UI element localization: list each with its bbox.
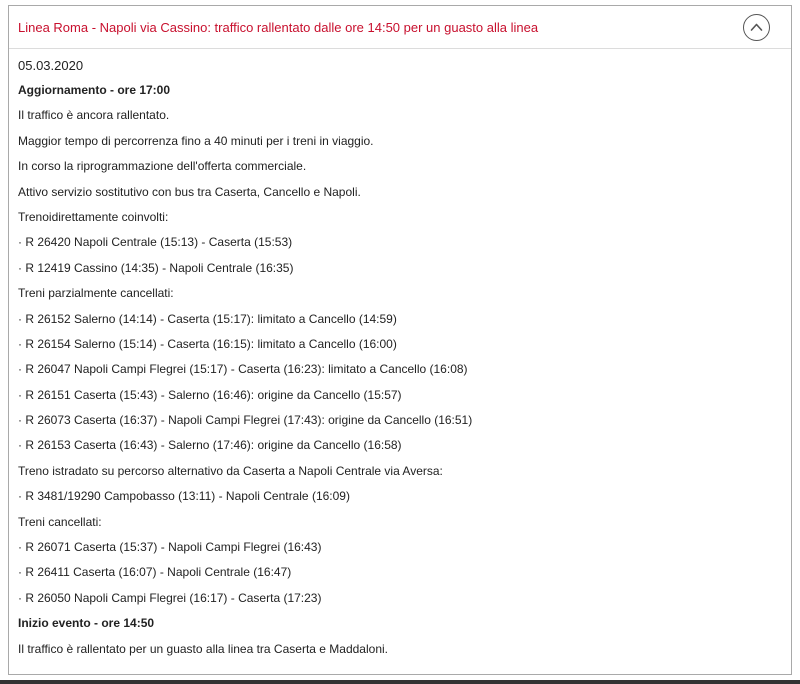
text-line: Treni cancellati: bbox=[18, 514, 102, 529]
collapse-button[interactable] bbox=[743, 14, 770, 41]
text-line: Trenoidirettamente coinvolti: bbox=[18, 209, 169, 224]
text-line: · R 12419 Cassino (14:35) - Napoli Centrale (16:35) bbox=[18, 260, 294, 275]
text-line: Il traffico è ancora rallentato. bbox=[18, 108, 170, 123]
update-date: 05.03.2020 bbox=[18, 58, 84, 73]
text-line: · R 3481/19290 Campobasso (13:11) - Napoli Centrale (16:09) bbox=[18, 489, 350, 504]
text-line: Maggior tempo di percorrenza fino a 40 minuti per i treni in viaggio. bbox=[18, 133, 374, 148]
update-lines bbox=[18, 78, 781, 662]
text-line: · R 26073 Caserta (16:37) - Napoli Campi Flegrei (17:43): origine da Cancello (16:51) bbox=[18, 413, 473, 428]
chevron-up-icon bbox=[750, 21, 763, 34]
text-line: · R 26411 Caserta (16:07) - Napoli Centrale (16:47) bbox=[18, 565, 292, 580]
text-line: Treno istradato su percorso alternativo da Caserta a Napoli Centrale via Aversa: bbox=[18, 463, 443, 478]
text-line: · R 26152 Salerno (14:14) - Caserta (15:17): limitato a Cancello (14:59) bbox=[18, 311, 397, 326]
text-line: · R 26154 Salerno (15:14) - Caserta (16:15): limitato a Cancello (16:00) bbox=[18, 336, 397, 351]
text-line: · R 26071 Caserta (15:37) - Napoli Campi Flegrei (16:43) bbox=[18, 540, 322, 555]
text-line: In corso la riprogrammazione dell'offerta commerciale. bbox=[18, 159, 307, 174]
panel-title[interactable]: Linea Roma - Napoli via Cassino: traffico rallentato dalle ore 14:50 per un guasto alla linea bbox=[18, 20, 539, 35]
text-line: · R 26047 Napoli Campi Flegrei (15:17) - Caserta (16:23): limitato a Cancello (16:08) bbox=[18, 362, 468, 377]
text-line: Treni parzialmente cancellati: bbox=[18, 286, 174, 301]
text-line: · R 26153 Caserta (16:43) - Salerno (17:46): origine da Cancello (16:58) bbox=[18, 438, 402, 453]
section-heading: Inizio evento - ore 14:50 bbox=[18, 616, 155, 631]
bottom-bar bbox=[0, 680, 800, 684]
news-panel bbox=[8, 5, 792, 675]
text-line: · R 26420 Napoli Centrale (15:13) - Caserta (15:53) bbox=[18, 235, 293, 250]
text-line: · R 26050 Napoli Campi Flegrei (16:17) - Caserta (17:23) bbox=[18, 590, 322, 605]
panel-body bbox=[18, 53, 781, 662]
section-heading: Aggiornamento - ore 17:00 bbox=[18, 83, 171, 97]
text-line: Attivo servizio sostitutivo con bus tra Caserta, Cancello e Napoli. bbox=[18, 184, 361, 199]
panel-header[interactable] bbox=[9, 6, 791, 49]
text-line: · R 26151 Caserta (15:43) - Salerno (16:46): origine da Cancello (15:57) bbox=[18, 387, 402, 402]
text-line: Il traffico è rallentato per un guasto alla linea tra Caserta e Maddaloni. bbox=[18, 641, 388, 656]
